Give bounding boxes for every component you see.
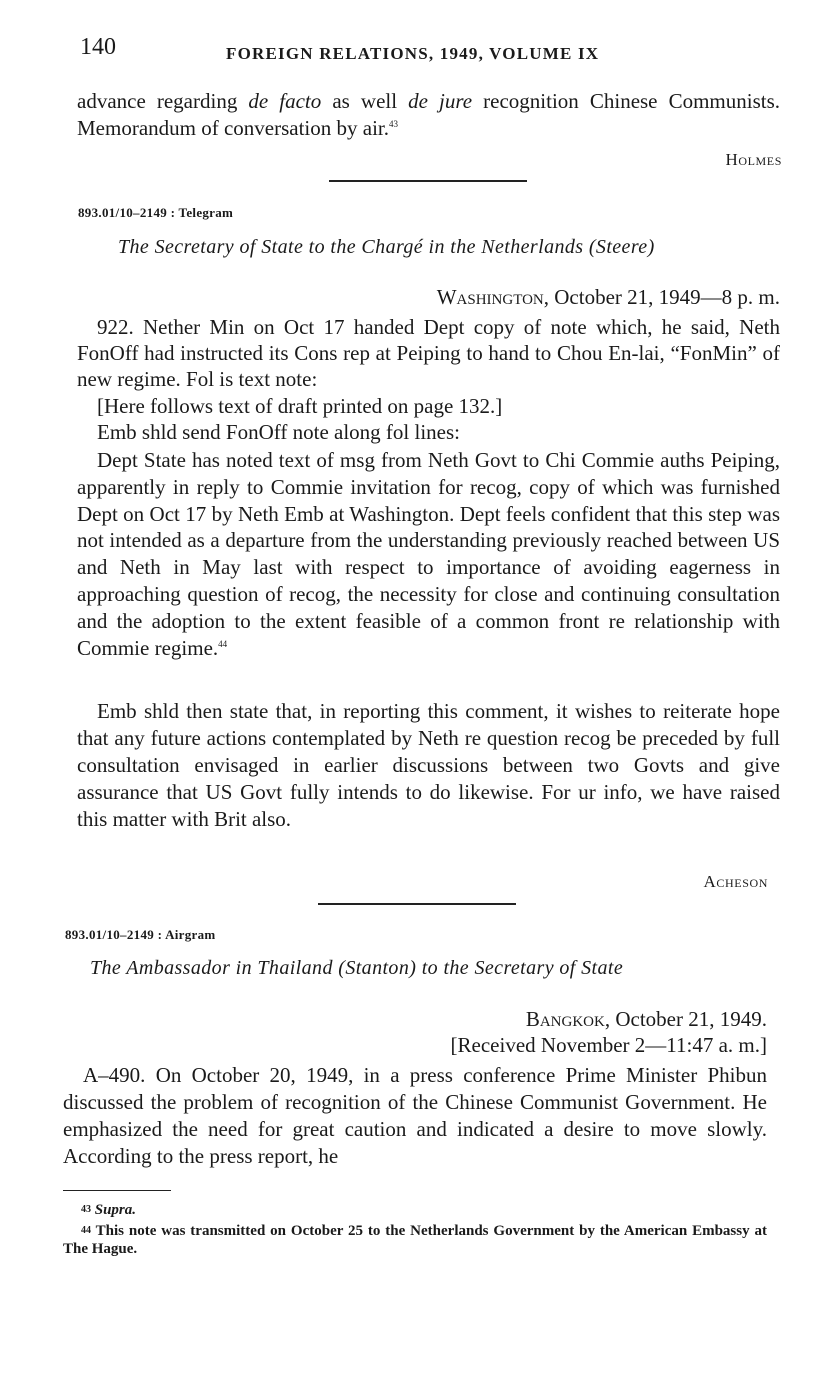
footnote-ref: 44 — [218, 638, 228, 649]
file-reference: 893.01/10–2149 : Telegram — [78, 205, 234, 220]
dateline: Washington, October 21, 1949—8 p. m. — [436, 285, 780, 309]
footnote-ref: 43 — [389, 119, 399, 129]
telegram-paragraph-1: 922. Nether Min on Oct 17 handed Dept copy of note which, he said, Neth FonOff had instructed its Cons rep at Peiping to hand to Chou En-lai, “FonMin” of new regime. Fol is text note: — [77, 315, 780, 391]
signature-acheson: Acheson — [703, 872, 768, 891]
running-title: FOREIGN RELATIONS, 1949, VOLUME IX — [226, 44, 600, 63]
airgram-paragraph-1: A–490. On October 20, 1949, in a press conference Prime Minister Phibun discussed the problem of recognition of the Chinese Communist Government. He emphasized the need for great caution and indicated a desire to move slowly. According to the press report, he — [63, 1063, 767, 1168]
telegram-paragraph-4: Dept State has noted text of msg from Neth Govt to Chi Commie auths Peiping, apparently in reply to Commie invitation for recog, copy of which was furnished Dept on Oct 17 by Neth Emb at Washington. Dept feels confident that this step was not intended as a departure from the understanding previously reached between US and Neth in May last with respect to importance of avoiding eagerness in approaching question of recog, the necessity for close and continuing consultation and the adoption to the extent feasible of a common front re relationship with Commie regime.$^{44}$ — [77, 448, 780, 660]
footnote-43: $^{43}$ Supra. — [81, 1202, 137, 1218]
file-reference: 893.01/10–2149 : Airgram — [65, 927, 216, 942]
received-line: [Received November 2—11:47 a. m.] — [450, 1033, 767, 1057]
section-divider — [318, 903, 516, 905]
telegram-paragraph-5: Emb shld then state that, in reporting this comment, it wishes to reiterate hope that any future actions contemplated by Neth re question recog be preceded by full consultation envisaged in earlier discussions between two Govts and give assurance that US Govt fully intends to do likewise. For ur info, we have raised this matter with Brit also. — [77, 699, 780, 831]
document-heading: The Ambassador in Thailand (Stanton) to the Secretary of State — [90, 957, 624, 979]
continuation-paragraph: advance regarding de facto as well de jure recognition Chinese Communists. Memorandum of conversation by air.$^{43}$ — [77, 89, 781, 140]
document-heading: The Secretary of State to the Chargé in the Netherlands (Steere) — [118, 236, 655, 258]
page-number: 140 — [80, 34, 116, 60]
section-divider — [329, 180, 527, 182]
footnote-divider — [63, 1190, 171, 1191]
dateline: Bangkok, October 21, 1949. — [525, 1007, 767, 1031]
signature-holmes: Holmes — [725, 150, 782, 169]
footnote-44: $^{44}$ This note was transmitted on October 25 to the Netherlands Government by the American Embassy at The Hague. — [63, 1223, 767, 1257]
telegram-paragraph-3: Emb shld send FonOff note along fol lines: — [97, 420, 460, 444]
telegram-paragraph-2: [Here follows text of draft printed on page 132.] — [97, 394, 503, 418]
